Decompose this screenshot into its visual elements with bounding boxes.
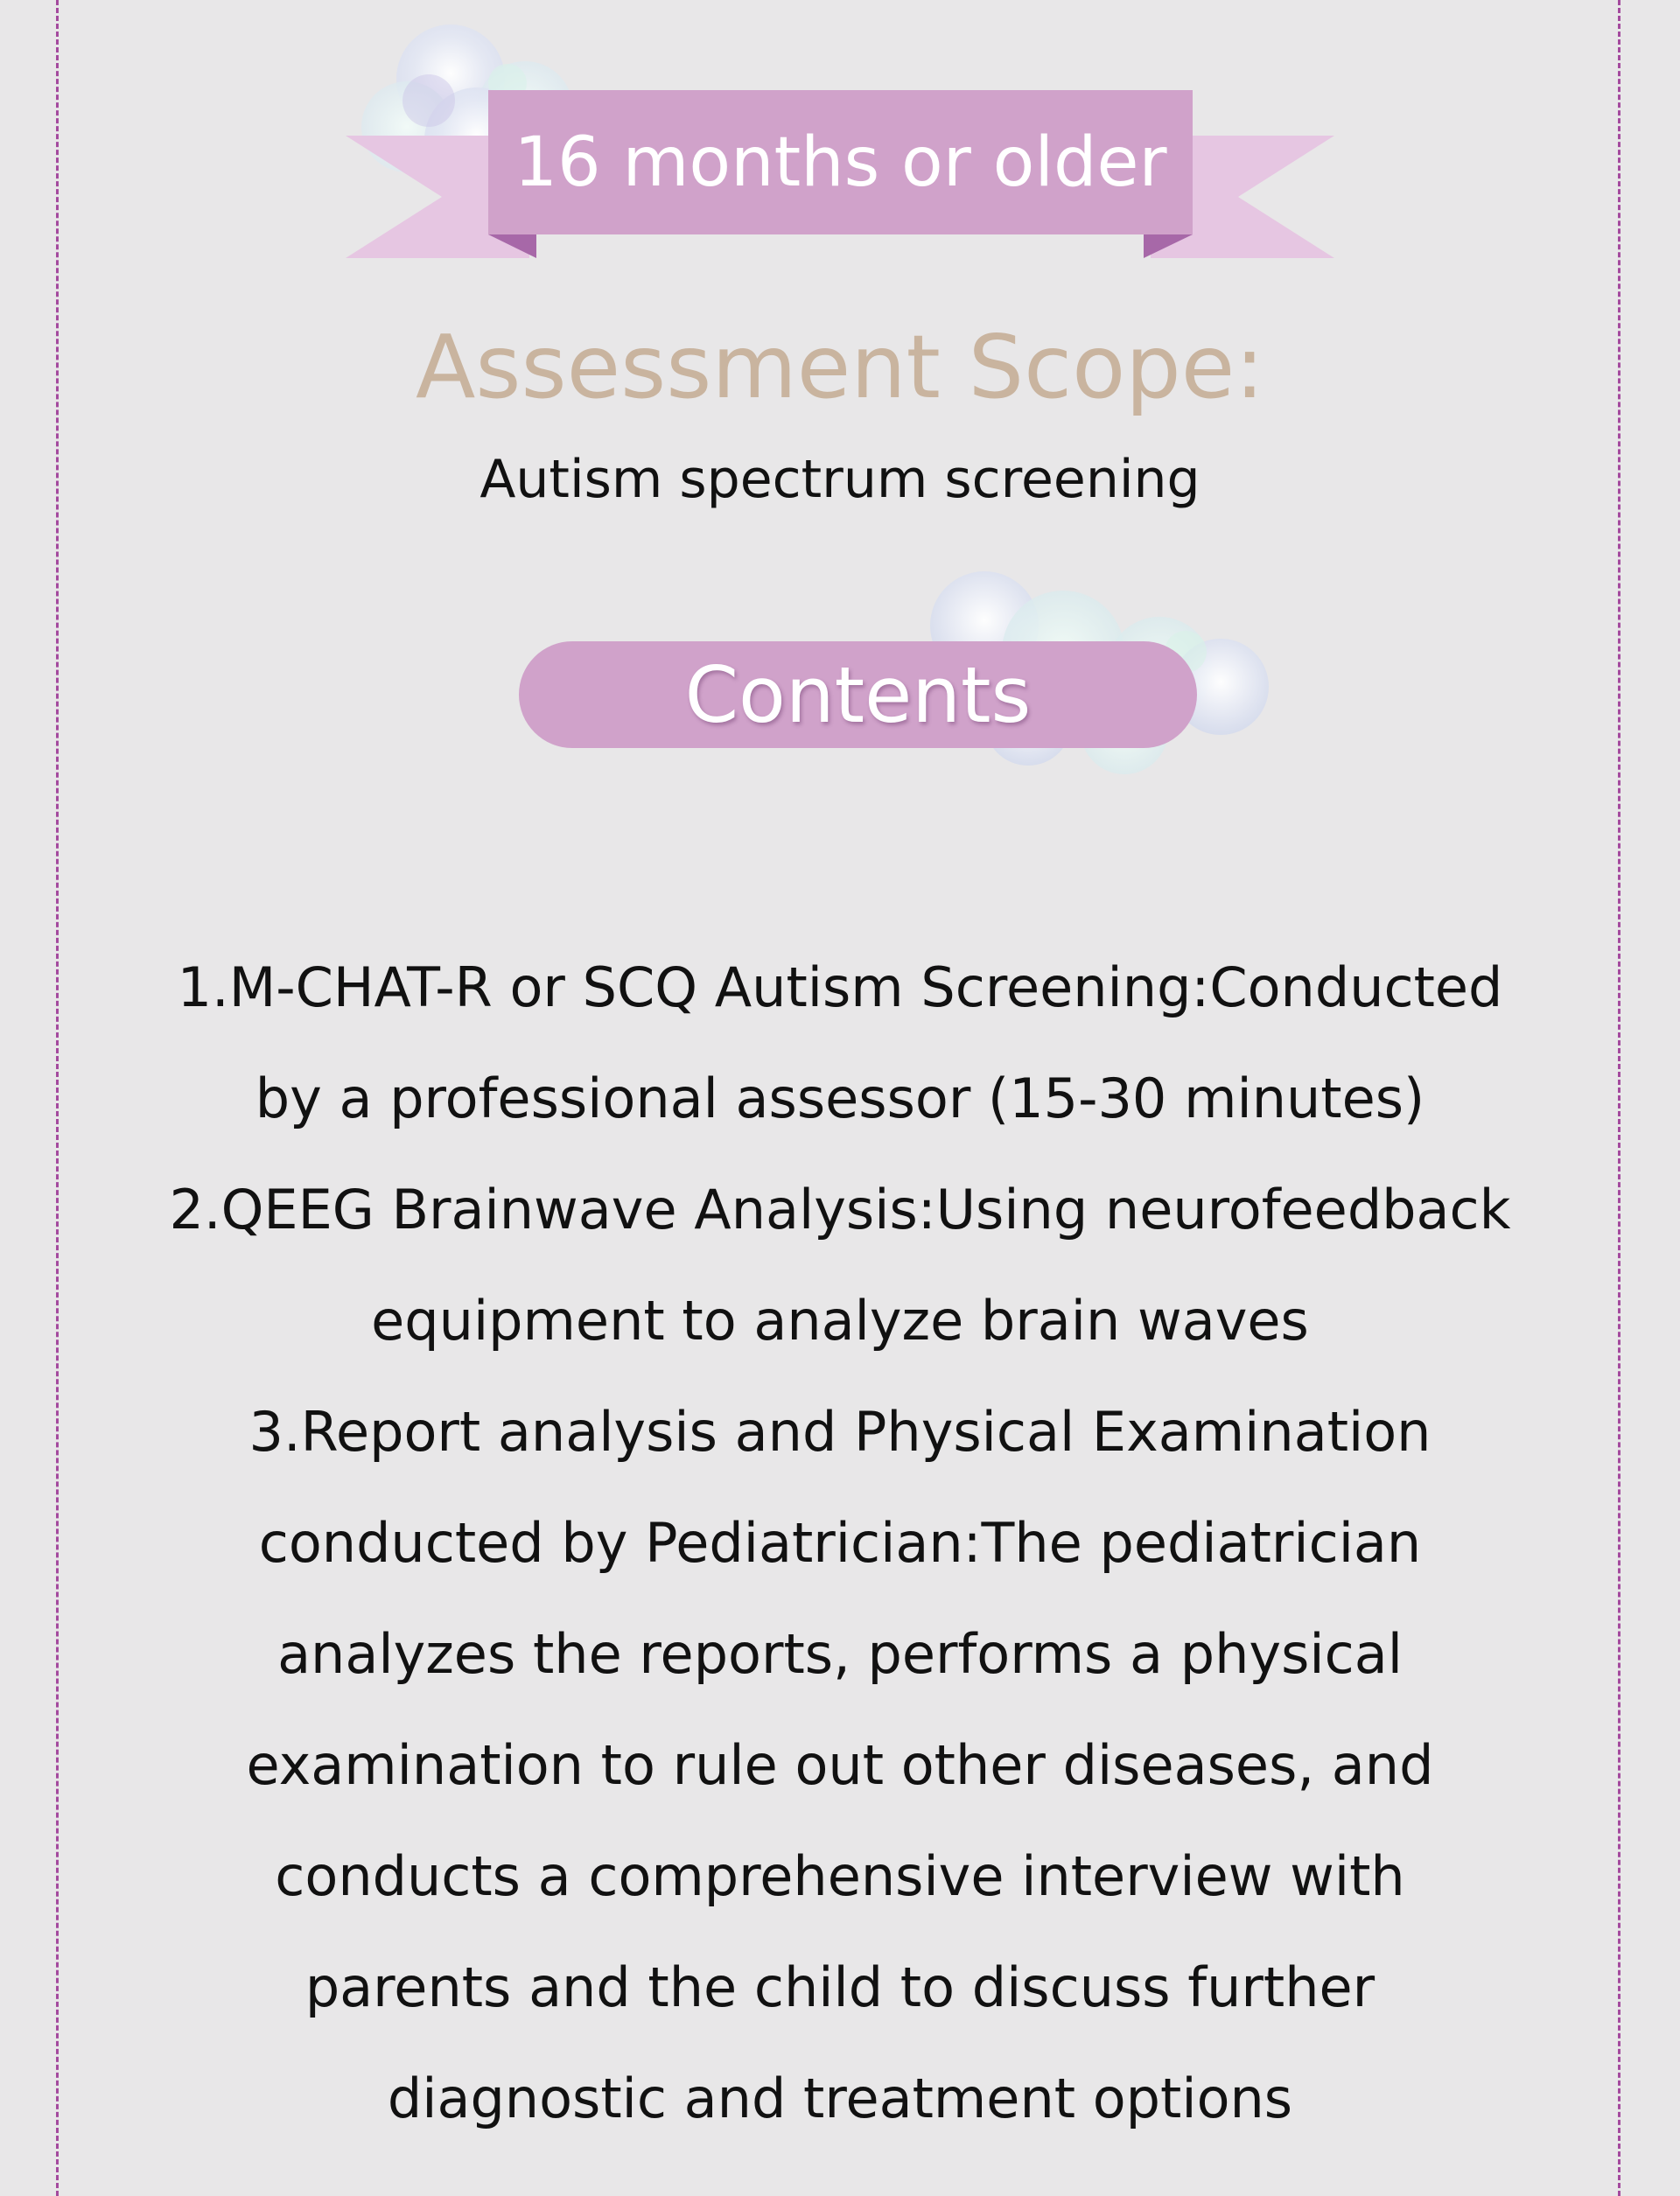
- description-line: 1.M-CHAT-R or SCQ Autism Screening:Conducted: [177, 955, 1503, 1019]
- description-line: diagnostic and treatment options: [387, 2067, 1293, 2130]
- description-line: equipment to analyze brain waves: [371, 1289, 1309, 1353]
- assessment-scope-subtitle: Autism spectrum screening: [480, 449, 1200, 510]
- description-line: conducts a comprehensive interview with: [275, 1844, 1405, 1908]
- description-line: 2.QEEG Brainwave Analysis:Using neurofeedback: [169, 1178, 1511, 1241]
- assessment-scope-heading: Assessment Scope:: [416, 316, 1264, 418]
- description-line: parents and the child to discuss further: [304, 1955, 1376, 2019]
- assessment-description: [96, 932, 1584, 2154]
- description-line: analyzes the reports, performs a physical: [277, 1622, 1403, 1686]
- contents-heading-pill: Contents: [519, 641, 1197, 748]
- description-line: by a professional assessor (15-30 minutes): [255, 1067, 1425, 1130]
- description-line: conducted by Pediatrician:The pediatrician: [258, 1511, 1422, 1575]
- description-line: examination to rule out other diseases, and: [246, 1733, 1434, 1797]
- age-range-label: 16 months or older: [514, 122, 1167, 202]
- description-line: 3.Report analysis and Physical Examination: [248, 1400, 1432, 1464]
